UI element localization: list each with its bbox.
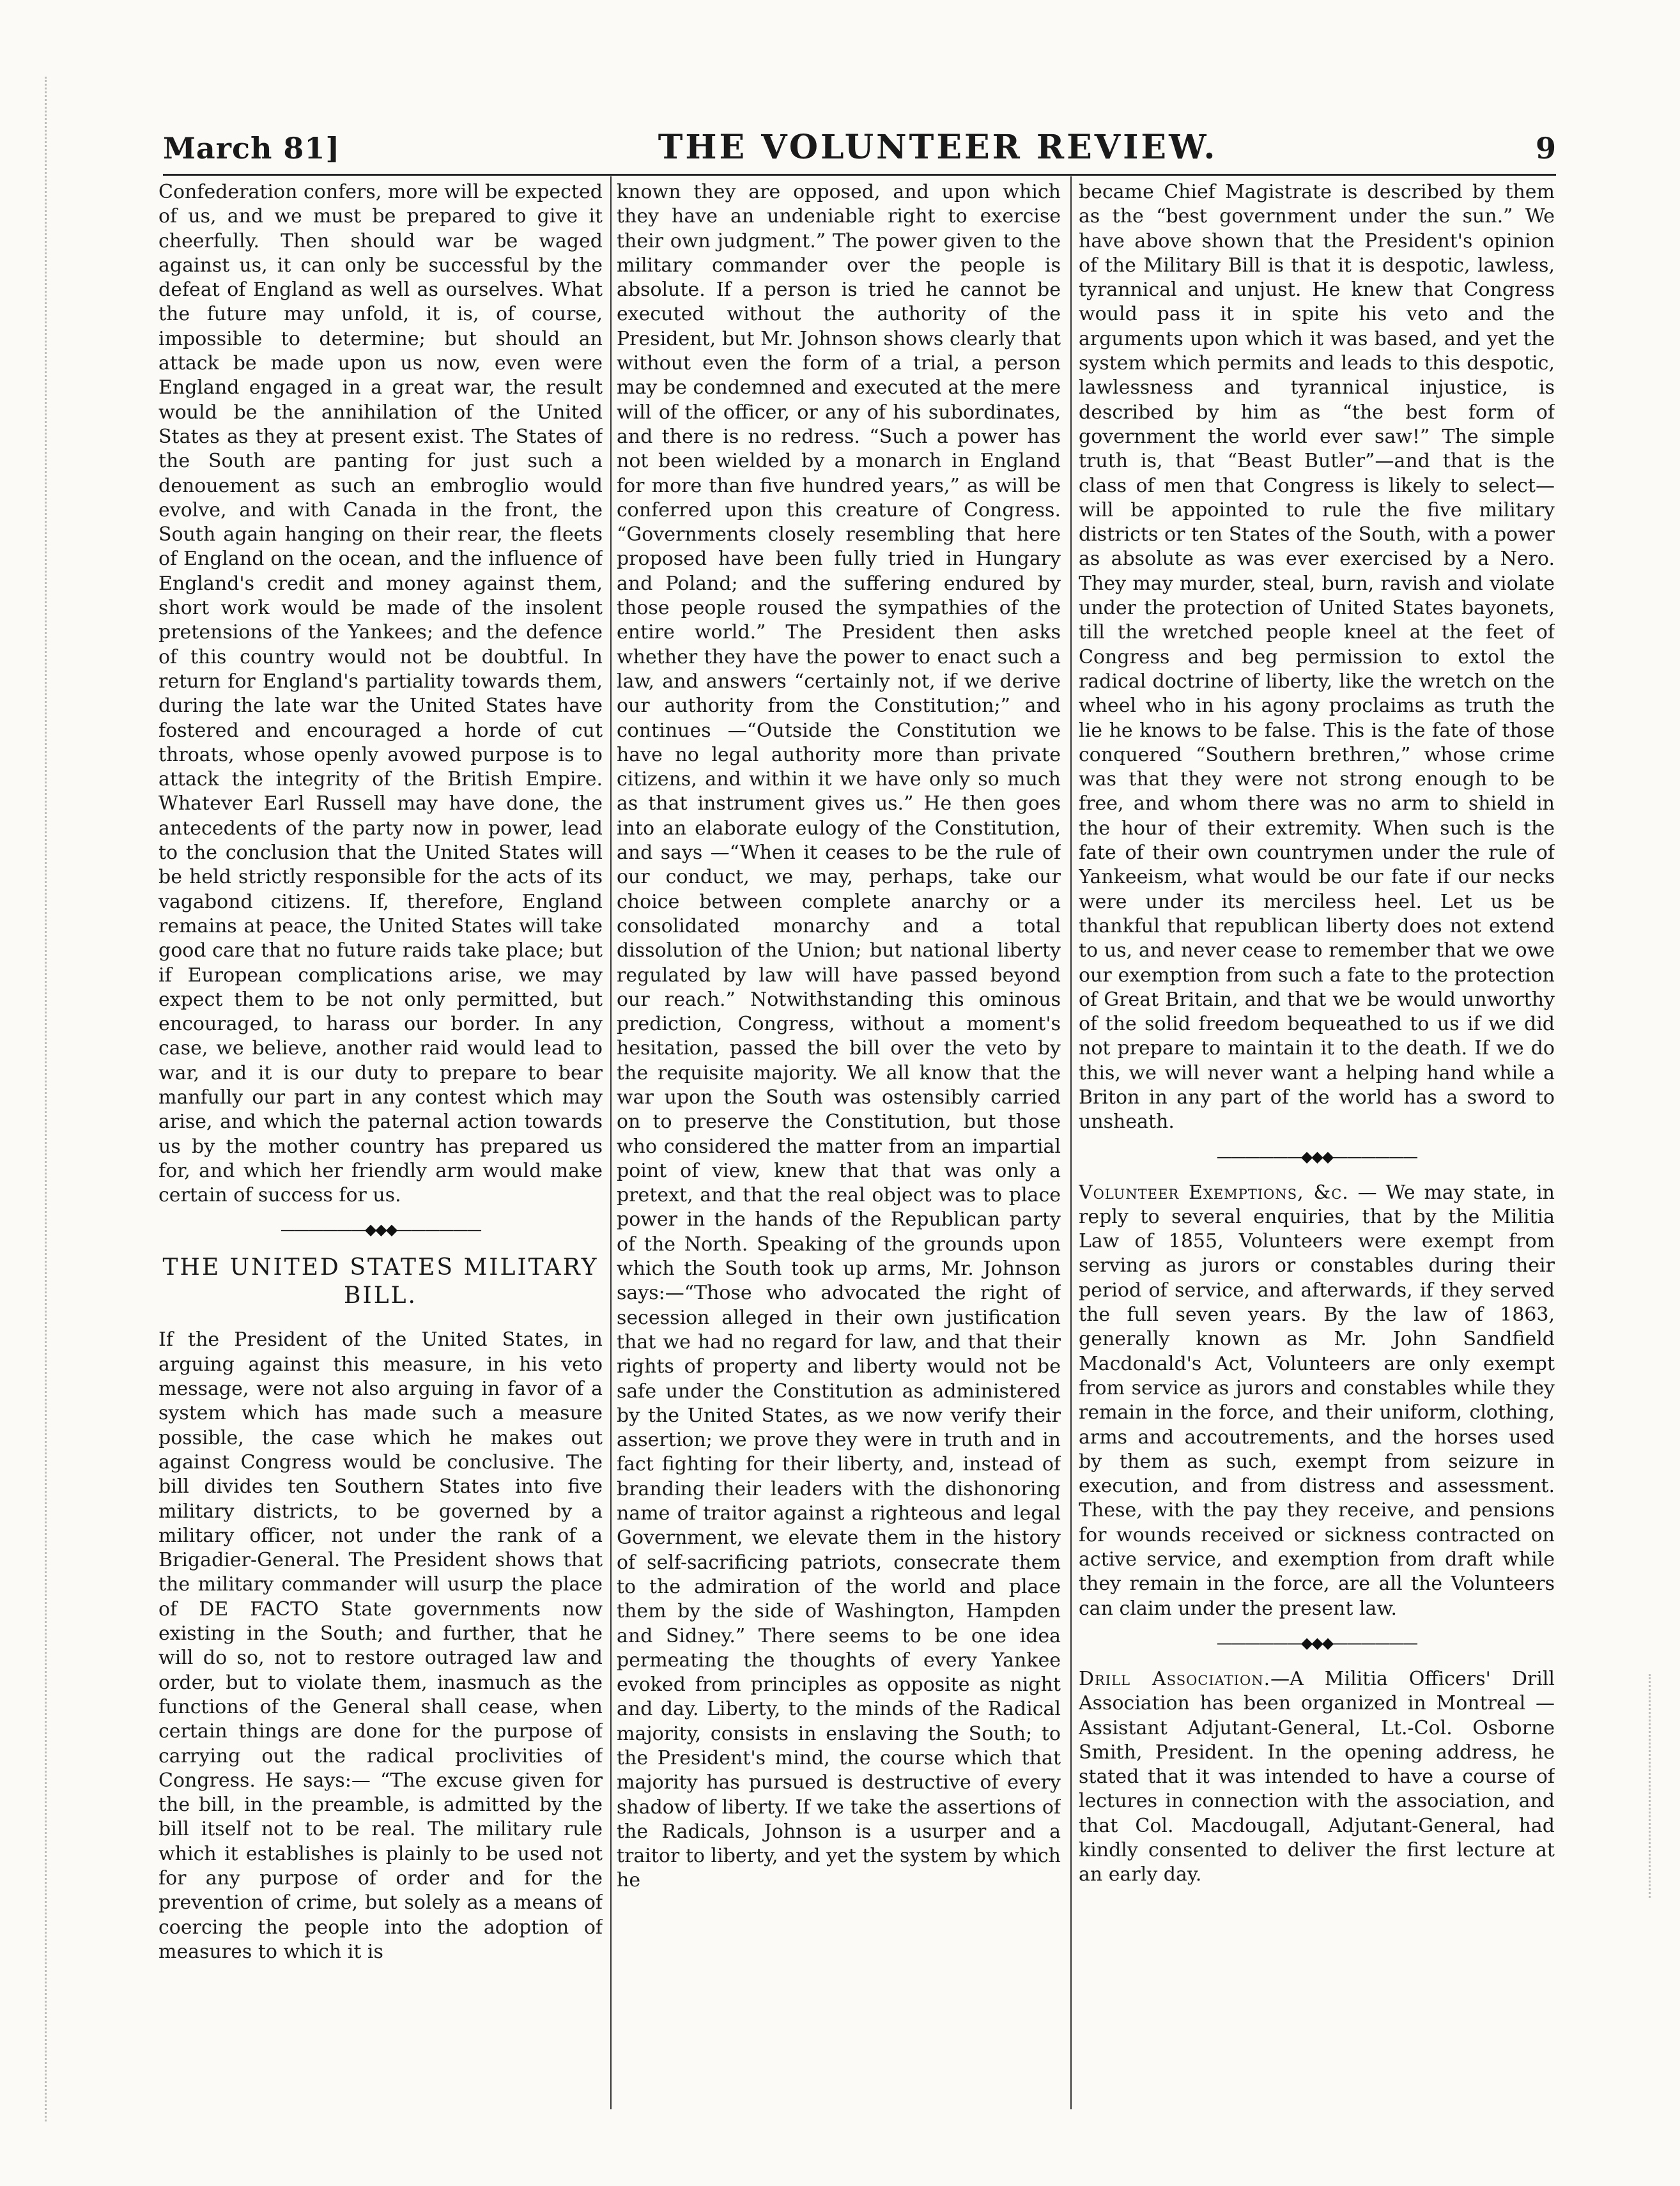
article-headline: THE UNITED STATES MILITARY BILL.: [162, 1254, 599, 1309]
column-3: [1079, 180, 1555, 2110]
ornamental-divider: ——————◆◆◆——————: [1216, 1633, 1417, 1652]
ornamental-divider: ——————◆◆◆——————: [280, 1220, 481, 1239]
page-header: [163, 128, 1556, 173]
issue-date: March 81]: [163, 131, 341, 165]
volunteer-exemptions-item: [1079, 1181, 1555, 1621]
military-bill-article-text: If the President of the United States, in arguing against this measure, in his veto message, were not also arguing in favor of a system which has made such a measure possible, the case which he makes out against Congress would be conclusive. The bill divides ten Southern States into five military districts, to be governed by a military officer, not under the rank of a Brigadier-General. The President shows that the military commander will usurp the place of DE FACTO State governments now existing in the South; and further, that he will do so, not to restore outraged law and order, but to violate them, inasmuch as the functions of the General shall cease, when certain things are done for the purpose of carrying out the radical proclivities of Congress. He says:— “The excuse given for the bill, in the preamble, is admitted by the bill itself not to be real. The military rule which it establishes is plainly to be used not for any purpose of order and for the prevention of crime, but solely as a means of coercing the people into the adoption of measures to which it is: [158, 1328, 603, 1963]
column-2: [617, 180, 1061, 2110]
column-rule-1: [610, 176, 612, 2109]
military-bill-article-text-cont: known they are opposed, and upon which they have an undeniable right to exercise their own judgment.” The power given to the military commander over the people is absolute. If a person is tried he cannot be executed without the authority of the President, but Mr. Johnson shows clearly that without even the form of a trial, a person may be condemned and executed at the mere will of the officer, or any of his subordinates, and there is no redress. “Such a power has not been wielded by a monarch in England for more than five hundred years,” as will be conferred upon this creature of Congress. “Governments closely resembling that here proposed have been fully tried in Hungary and Poland; and the suffering endured by those people roused the sympathies of the entire world.” The President then asks whether they have the power to enact such a law, and answers “certainly not, if we derive our authority from the Constitution;” and continues —“Outside the Constitution we have no legal authority more than private citizens, and within it we have only so much as that instrument gives us.” He then goes into an elaborate eulogy of the Constitution, and says —“When it ceases to be the rule of our conduct, we may, perhaps, take our choice between complete anarchy or a consolidated monarchy and a total dissolution of the Union; but national liberty regulated by law will have passed beyond our reach.” Notwithstanding this ominous prediction, Congress, without a moment's hesitation, passed the bill over the veto by the requisite majority. We all know that the war upon the South was ostensibly carried on to preserve the Constitution, but those who considered the matter from an impartial point of view, knew that that was only a pretext, and that the real object was to place power in the hands of the Republican party of the North. Speaking of the grounds upon which the South took up arms, Mr. Johnson says:—“Those who advocated the right of secession alleged in their own justification that we had no regard for law, and that their rights of property and liberty would not be safe under the Constitution as administered by the United States, as we now verify their assertion; we prove they were in truth and in fact fighting for their liberty, and, instead of branding their leaders with the dishonoring name of traitor against a righteous and legal Government, we elevate them in the history of self-sacrificing patriots, consecrate them to the admiration of the world and place them by the side of Washington, Hampden and Sidney.” There seems to be one idea permeating the thoughts of every Yankee evoked from principles as opposite as night and day. Liberty, to the minds of the Radical majority, consists in enslaving the South; to the President's mind, the course which that majority has pursued is destructive of every shadow of liberty. If we take the assertions of the Radicals, Johnson is a usurper and a traitor to liberty, and yet the system by which he: [617, 181, 1061, 1892]
volunteer-exemptions-text: — We may state, in reply to several enquiries, that by the Militia Law of 1855, Volunteers were exempt from serving as jurors or constables during their period of service, and afterwards, if they served the full seven years. By the law of 1863, generally known as Mr. John Sandfield Macdonald's Act, Volunteers are only exempt from service as jurors and constables while they remain in the force, and their uniform, clothing, arms and accoutrements, and the horses used by them as such, exempt from seizure in execution, and from distress and assessment. These, with the pay they receive, and pensions for wounds received or sickness contracted on active service, and exemption from draft while they remain in the force, are all the Volunteers can claim under the present law.: [1079, 1181, 1555, 1620]
header-rule: [163, 174, 1556, 176]
drill-association-item: [1079, 1667, 1555, 1888]
publication-title: THE VOLUNTEER REVIEW.: [658, 128, 1218, 167]
drill-association-text: —A Militia Officers' Drill Association has been organized in Montreal —Assistant Adjutant-General, Lt.-Col. Osborne Smith, President. In the opening address, he stated that it was intended to have a course of lectures in connection with the association, and that Col. Macdougall, Adjutant-General, had kindly consented to deliver the first lecture at an early day.: [1079, 1667, 1555, 1886]
ornamental-divider: ——————◆◆◆——————: [1216, 1147, 1417, 1166]
article-continuation-text: Confederation confers, more will be expected of us, and we must be prepared to give it cheerfully. Then should war be waged against us, it can only be successful by the defeat of England as well as ourselves. What the future may unfold, it is, of course, impossible to determine; but should an attack be made upon us now, even were England engaged in a great war, the result would be the annihilation of the United States as they at present exist. The States of the South are panting for just such a denouement as such an embroglio would evolve, and with Canada in the front, the South again hanging on their rear, the fleets of England on the ocean, and the influence of England's credit and money against them, short work would be made of the insolent pretensions of the Yankees; and the defence of this country would not be doubtful. In return for England's partiality towards them, during the late war the United States have fostered and encouraged a horde of cut throats, whose openly avowed purpose is to attack the integrity of the British Empire. Whatever Earl Russell may have done, the antecedents of the party now in power, lead to the conclusion that the United States will be held strictly responsible for the acts of its vagabond citizens. If, therefore, England remains at peace, the United States will take good care that no future raids take place; but if European complications arise, we may expect them to be not only permitted, but encouraged, to harass our border. In any case, we believe, another raid would lead to war, and it is our duty to prepare to bear manfully our part in any contest which may arise, and which the paternal action towards us by the mother country has prepared us for, and which her friendly arm would make certain of success for us.: [158, 181, 603, 1207]
column-1: [158, 180, 603, 2110]
volunteer-exemptions-heading: Volunteer Exemptions, &c.: [1079, 1181, 1349, 1204]
right-edge-scan-marks: [1649, 1674, 1663, 1898]
column-rule-2: [1070, 176, 1072, 2109]
page-number: 9: [1535, 131, 1556, 165]
military-bill-article-conclusion: became Chief Magistrate is described by them as the “best government under the sun.” We have above shown that the President's opinion of the Military Bill is that it is despotic, lawless, tyrannical and unjust. He knew that Congress would pass it in spite his veto and the arguments upon which it was based, and yet the system which permits and leads to this despotic, lawlessness and tyrannical injustice, is described by him as “the best form of government the world ever saw!” The simple truth is, that “Beast Butler”—and that is the class of men that Congress is likely to select—will be appointed to rule the five military districts or ten States of the South, with a power as absolute as was ever exercised by a Nero. They may murder, steal, burn, ravish and violate under the protection of United States bayonets, till the wretched people kneel at the feet of Congress and beg permission to extol the radical doctrine of liberty, like the wretch on the wheel who in his agony proclaims as truth the lie he knows to be false. This is the fate of those conquered “Southern brethren,” whose crime was that they were not strong enough to be free, and whom there was no arm to shield in the hour of their extremity. When such is the fate of their own countrymen under the rule of Yankeeism, what would be our fate if our necks were under its merciless heel. Let us be thankful that republican liberty does not extend to us, and never cease to remember that we owe our exemption from such a fate to the protection of Great Britain, and that we be would unworthy of the solid freedom bequeathed to us if we did not prepare to maintain it to the death. If we do this, we will never want a helping hand while a Briton in any part of the world has a sword to unsheath.: [1079, 181, 1555, 1134]
drill-association-heading: Drill Association.: [1079, 1667, 1271, 1690]
left-edge-scan-marks: [45, 77, 66, 2121]
